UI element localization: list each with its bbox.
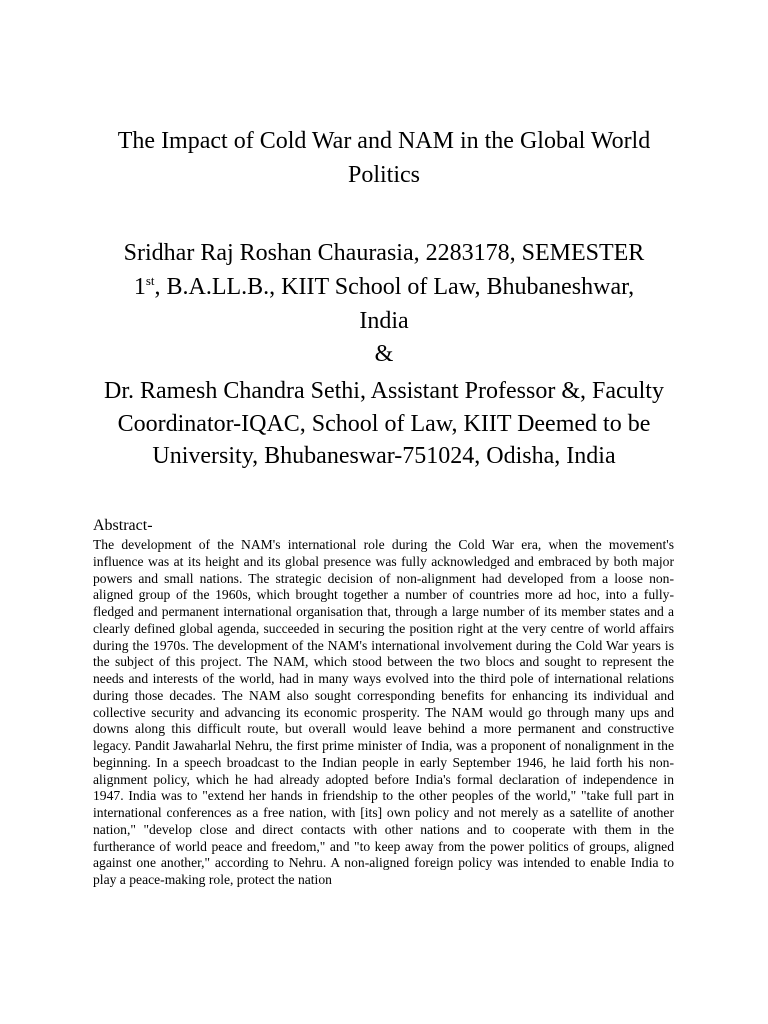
- program-and-school: , B.A.LL.B., KIIT School of Law, Bhubaneshwar,: [154, 274, 635, 300]
- paper-title: The Impact of Cold War and NAM in the Global World Politics: [117, 128, 651, 188]
- author-block: [90, 236, 678, 338]
- author-separator: &: [374, 341, 394, 367]
- author-line-2: [90, 270, 678, 304]
- semester-ordinal-suffix: st: [145, 273, 155, 288]
- author-line-3: India: [359, 308, 409, 334]
- abstract-heading: Abstract-: [93, 517, 153, 534]
- coauthor-block: Dr. Ramesh Chandra Sethi, Assistant Professor &, Faculty Coordinator-IQAC, School of Law, KIIT Deemed to be University, Bhubaneswar-751024, Odisha, India: [104, 378, 664, 469]
- author-line-1: Sridhar Raj Roshan Chaurasia, 2283178, SEMESTER: [123, 240, 645, 266]
- abstract-body: The development of the NAM's international role during the Cold War era, when the movement's influence was at its height and its global presence was fully acknowledged and embraced by both major powers and small nations. The strategic decision of non-alignment had developed from a loose non-aligned group of the 1960s, which brought together a number of countries more ad hoc, into a fully-fledged and permanent international organisation that, through a large number of its member states and a clearly defined global agenda, succeeded in securing the position right at the very centre of world affairs during the 1970s. The development of the NAM's international involvement during the Cold War years is the subject of this project. The NAM, which stood between the two blocs and sought to represent the needs and interests of the world, had in many ways evolved into the third pole of international relations during those decades. The NAM also sought corresponding benefits for enhancing its individual and collective security and advancing its economic prosperity. The NAM would go through many ups and downs along this difficult route, but overall would leave behind a more permanent and constructive legacy. Pandit Jawaharlal Nehru, the first prime minister of India, was a proponent of nonalignment in the beginning. In a speech broadcast to the Indian people in early September 1946, he laid forth his non-alignment policy, which he had already adopted before India's formal declaration of independence in 1947. India was to "extend her hands in friendship to the other peoples of the world," "take full part in international conferences as a free nation, with [its] own policy and not merely as a satellite of another nation," "develop close and direct contacts with other nations and to cooperate with them in the furtherance of world peace and freedom," and "to keep away from the power politics of groups, aligned against one another," according to Nehru. A non-aligned foreign policy was intended to enable India to play a peace-making role, protect the nation: [93, 537, 674, 887]
- semester-number: 1: [133, 274, 146, 300]
